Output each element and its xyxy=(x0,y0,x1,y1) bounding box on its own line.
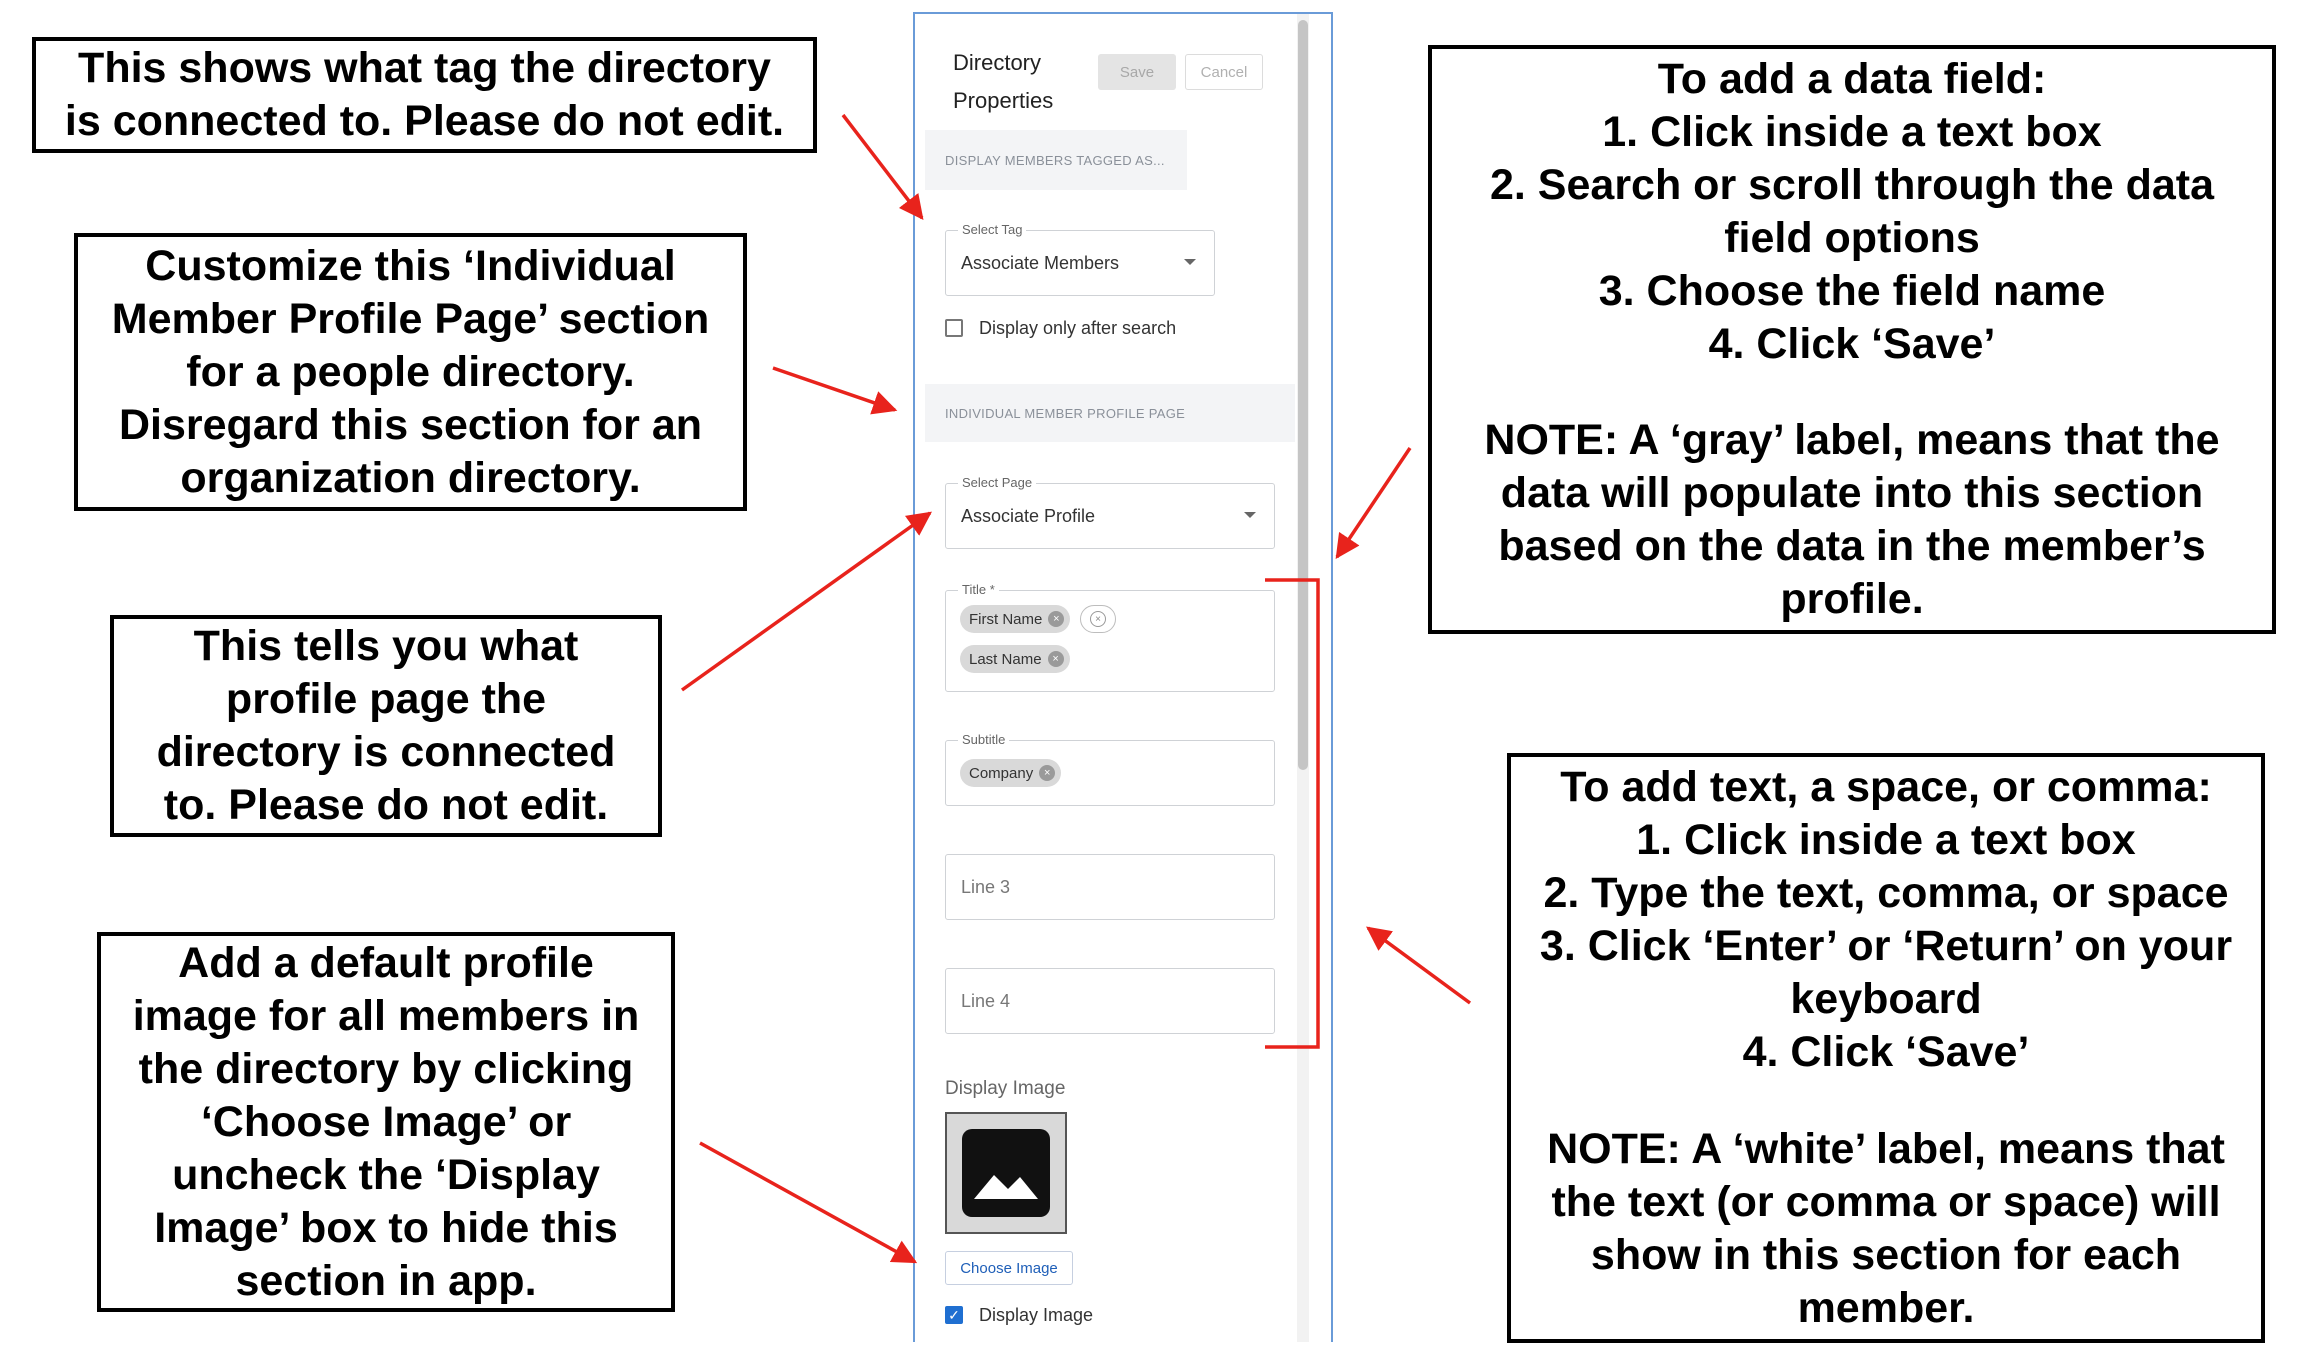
callout-line: for a people directory. xyxy=(186,347,635,396)
select-page-label: Select Page xyxy=(958,476,1036,490)
image-placeholder-icon xyxy=(960,1127,1052,1219)
callout-line: keyboard xyxy=(1790,975,1982,1023)
callout-line: Image’ box to hide this xyxy=(154,1203,618,1252)
callout-note-line: member. xyxy=(1797,1284,1975,1332)
arrow-text-space-comma xyxy=(1368,928,1470,1003)
subtitle-field[interactable] xyxy=(945,732,1275,806)
section-header-profile xyxy=(925,384,1295,442)
callout-line: image for all members in xyxy=(132,991,640,1040)
chevron-down-icon xyxy=(1184,259,1196,265)
callout-line: 2. Search or scroll through the data xyxy=(1490,161,2214,209)
chip-label: Company xyxy=(969,764,1034,782)
display-image-checkbox[interactable] xyxy=(945,1306,963,1324)
arrow-tag xyxy=(843,115,922,218)
callout-line: 4. Click ‘Save’ xyxy=(1708,320,1996,368)
callout-line: profile page the xyxy=(225,675,547,723)
callout-line: 3. Click ‘Enter’ or ‘Return’ on your xyxy=(1539,922,2233,970)
callout-line: the directory by clicking xyxy=(138,1044,634,1093)
callout-line: Add a default profile xyxy=(178,938,594,987)
callout-tag-info xyxy=(32,37,817,153)
section-header-tagged-label: DISPLAY MEMBERS TAGGED AS... xyxy=(945,152,1165,168)
callout-line: uncheck the ‘Display xyxy=(172,1150,600,1199)
line3-placeholder: Line 3 xyxy=(961,877,1011,897)
arrow-data-field xyxy=(1337,448,1410,557)
callout-line: To add text, a space, or comma: xyxy=(1560,763,2212,811)
chip-space-white[interactable] xyxy=(1080,605,1116,633)
callout-line: 4. Click ‘Save’ xyxy=(1742,1028,2030,1076)
callout-line: ‘Choose Image’ or xyxy=(200,1097,572,1146)
select-page-value: Associate Profile xyxy=(961,506,1096,526)
callout-profile-section-info xyxy=(74,233,747,511)
callout-line: 2. Type the text, comma, or space xyxy=(1543,869,2229,917)
section-header-tagged xyxy=(925,130,1187,190)
display-after-search-checkbox[interactable] xyxy=(945,319,963,337)
arrow-default-image xyxy=(700,1143,915,1262)
callout-note-line: the text (or comma or space) will xyxy=(1551,1178,2221,1226)
callout-line: 1. Click inside a text box xyxy=(1636,816,2136,864)
section-header-profile-label: INDIVIDUAL MEMBER PROFILE PAGE xyxy=(945,405,1186,421)
callout-note-line: show in this section for each xyxy=(1590,1231,2182,1279)
arrow-profile-page xyxy=(682,513,930,690)
callout-note-line: data will populate into this section xyxy=(1500,469,2204,517)
callout-line: This tells you what xyxy=(193,622,579,670)
callout-default-image-info xyxy=(97,932,675,1312)
close-icon[interactable]: × xyxy=(1048,611,1064,627)
close-icon[interactable]: × xyxy=(1039,765,1055,781)
callout-line: Customize this ‘Individual xyxy=(145,241,676,290)
subtitle-field-label: Subtitle xyxy=(958,733,1009,747)
callout-line: organization directory. xyxy=(180,453,641,502)
chip-company[interactable] xyxy=(960,759,1061,787)
callout-note-line: based on the data in the member’s xyxy=(1498,522,2206,570)
panel-title-line1: Directory xyxy=(953,50,1042,75)
arrow-profile-section xyxy=(773,368,895,410)
display-after-search-label: Display only after search xyxy=(979,318,1177,338)
callout-data-field-instructions xyxy=(1428,45,2276,634)
select-tag-label: Select Tag xyxy=(958,223,1026,237)
select-page-dropdown[interactable] xyxy=(945,475,1275,549)
select-tag-dropdown[interactable] xyxy=(945,222,1215,296)
select-tag-value: Associate Members xyxy=(961,253,1120,273)
display-image-heading: Display Image xyxy=(945,1078,1066,1099)
callout-note-line: NOTE: A ‘white’ label, means that xyxy=(1547,1125,2225,1173)
line4-placeholder: Line 4 xyxy=(961,991,1011,1011)
chip-label: First Name xyxy=(969,610,1043,628)
callout-line: section in app. xyxy=(235,1256,537,1305)
chip-first-name[interactable] xyxy=(960,605,1070,633)
chip-last-name[interactable] xyxy=(960,645,1070,673)
callout-line: to. Please do not edit. xyxy=(163,781,609,829)
callout-note-line: profile. xyxy=(1780,575,1924,623)
display-image-checkbox-label: Display Image xyxy=(979,1305,1094,1325)
callout-line: To add a data field: xyxy=(1657,55,2047,103)
choose-image-button[interactable]: Choose Image xyxy=(945,1251,1073,1285)
close-icon[interactable]: × xyxy=(1090,611,1106,627)
line4-field[interactable] xyxy=(945,968,1275,1034)
title-field-label: Title * xyxy=(958,583,999,597)
checkmark-icon: ✓ xyxy=(948,1306,960,1323)
close-icon[interactable]: × xyxy=(1048,651,1064,667)
callout-line: Disregard this section for an xyxy=(118,400,703,449)
save-button[interactable]: Save xyxy=(1098,54,1176,90)
default-image-preview xyxy=(945,1112,1067,1234)
chip-label: Last Name xyxy=(969,650,1042,668)
panel-title-line2: Properties xyxy=(953,88,1054,113)
chevron-down-icon xyxy=(1244,512,1256,518)
callout-line: 1. Click inside a text box xyxy=(1602,108,2102,156)
callout-line: This shows what tag the directory xyxy=(78,44,771,92)
title-field[interactable] xyxy=(945,582,1275,692)
callout-line: is connected to. Please do not edit. xyxy=(64,97,785,145)
callout-line: 3. Choose the field name xyxy=(1598,267,2106,315)
callout-text-space-comma-instructions xyxy=(1507,753,2265,1343)
callout-note-line: NOTE: A ‘gray’ label, means that the xyxy=(1484,416,2220,464)
scrollbar-thumb[interactable] xyxy=(1298,20,1308,770)
callout-line: Member Profile Page’ section xyxy=(111,294,710,343)
callout-profile-page-info xyxy=(110,615,662,837)
callout-line: directory is connected xyxy=(156,728,616,776)
directory-properties-panel xyxy=(913,12,1333,1342)
cancel-button[interactable]: Cancel xyxy=(1185,54,1263,90)
callout-line: field options xyxy=(1724,214,1980,262)
line3-field[interactable] xyxy=(945,854,1275,920)
